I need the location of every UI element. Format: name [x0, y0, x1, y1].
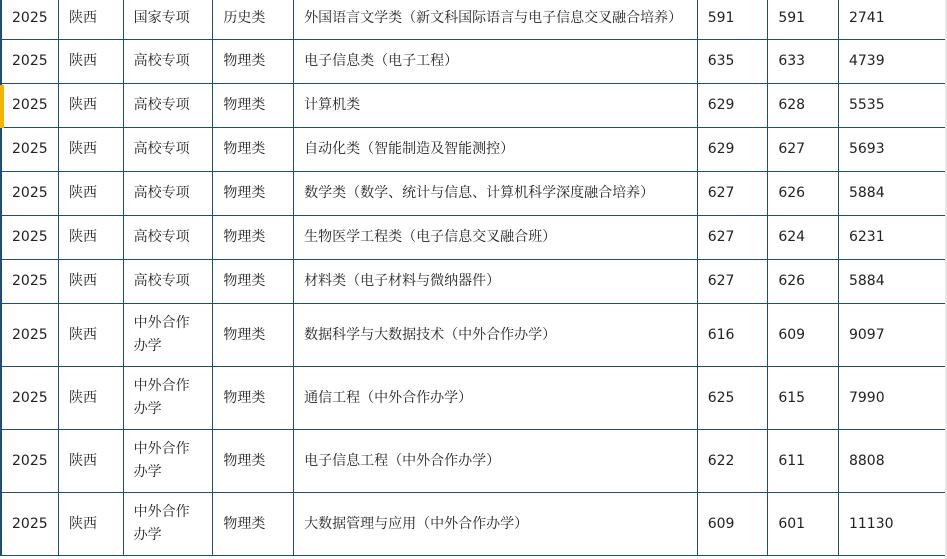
admission-type-cell: 高校专项 — [123, 172, 213, 216]
admission-type-cell: 国家专项 — [123, 0, 213, 40]
province-cell: 陕西 — [59, 0, 124, 40]
min-rank-cell: 8808 — [838, 430, 945, 493]
admission-type-cell: 高校专项 — [123, 260, 213, 304]
admission-type-cell: 中外合作办学 — [123, 430, 213, 493]
min-rank-cell: 4739 — [838, 40, 945, 84]
year-cell: 2025 — [1, 84, 59, 128]
table-row — [1, 0, 946, 40]
subject-category-cell: 物理类 — [213, 304, 294, 367]
year-cell: 2025 — [1, 304, 59, 367]
max-score-cell: 622 — [697, 430, 768, 493]
province-cell: 陕西 — [59, 128, 124, 172]
min-rank-cell: 5535 — [838, 84, 945, 128]
subject-category-cell: 物理类 — [213, 128, 294, 172]
min-score-cell: 624 — [768, 216, 839, 260]
province-cell: 陕西 — [59, 172, 124, 216]
min-score-cell: 615 — [768, 367, 839, 430]
year-cell: 2025 — [1, 430, 59, 493]
table-row — [1, 493, 946, 556]
province-cell: 陕西 — [59, 84, 124, 128]
subject-category-cell: 物理类 — [213, 430, 294, 493]
table-row — [1, 367, 946, 430]
province-cell: 陕西 — [59, 430, 124, 493]
subject-category-cell: 物理类 — [213, 260, 294, 304]
max-score-cell: 635 — [697, 40, 768, 84]
table-row — [1, 84, 946, 128]
table-row — [1, 260, 946, 304]
major-cell: 电子信息工程（中外合作办学） — [294, 430, 698, 493]
min-rank-cell: 7990 — [838, 367, 945, 430]
year-cell: 2025 — [1, 216, 59, 260]
subject-category-cell: 物理类 — [213, 40, 294, 84]
admission-type-cell: 高校专项 — [123, 216, 213, 260]
min-score-cell: 601 — [768, 493, 839, 556]
min-rank-cell: 5693 — [838, 128, 945, 172]
max-score-cell: 627 — [697, 172, 768, 216]
min-score-cell: 627 — [768, 128, 839, 172]
admission-type-cell: 高校专项 — [123, 84, 213, 128]
min-rank-cell: 6231 — [838, 216, 945, 260]
table-row — [1, 172, 946, 216]
subject-category-cell: 物理类 — [213, 84, 294, 128]
max-score-cell: 609 — [697, 493, 768, 556]
min-rank-cell: 9097 — [838, 304, 945, 367]
year-cell: 2025 — [1, 40, 59, 84]
year-cell: 2025 — [1, 367, 59, 430]
min-rank-cell: 11130 — [838, 493, 945, 556]
province-cell: 陕西 — [59, 260, 124, 304]
min-score-cell: 611 — [768, 430, 839, 493]
year-cell: 2025 — [1, 260, 59, 304]
max-score-cell: 627 — [697, 216, 768, 260]
subject-category-cell: 物理类 — [213, 216, 294, 260]
year-cell: 2025 — [1, 172, 59, 216]
min-score-cell: 628 — [768, 84, 839, 128]
min-rank-cell: 5884 — [838, 172, 945, 216]
major-cell: 自动化类（智能制造及智能测控） — [294, 128, 698, 172]
max-score-cell: 627 — [697, 260, 768, 304]
max-score-cell: 591 — [697, 0, 768, 40]
province-cell: 陕西 — [59, 40, 124, 84]
min-rank-cell: 5884 — [838, 260, 945, 304]
province-cell: 陕西 — [59, 216, 124, 260]
major-cell: 生物医学工程类（电子信息交叉融合班） — [294, 216, 698, 260]
min-rank-cell: 2741 — [838, 0, 945, 40]
min-score-cell: 633 — [768, 40, 839, 84]
table-row — [1, 128, 946, 172]
min-score-cell: 591 — [768, 0, 839, 40]
max-score-cell: 629 — [697, 128, 768, 172]
admission-type-cell: 高校专项 — [123, 40, 213, 84]
major-cell: 数据科学与大数据技术（中外合作办学） — [294, 304, 698, 367]
year-cell: 2025 — [1, 0, 59, 40]
admission-type-cell: 中外合作办学 — [123, 367, 213, 430]
table-row — [1, 40, 946, 84]
selection-accent-marker — [0, 85, 4, 128]
table-row — [1, 216, 946, 260]
max-score-cell: 625 — [697, 367, 768, 430]
major-cell: 大数据管理与应用（中外合作办学） — [294, 493, 698, 556]
admission-type-cell: 中外合作办学 — [123, 493, 213, 556]
subject-category-cell: 历史类 — [213, 0, 294, 40]
major-cell: 电子信息类（电子工程） — [294, 40, 698, 84]
max-score-cell: 616 — [697, 304, 768, 367]
admission-type-cell: 高校专项 — [123, 128, 213, 172]
major-cell: 通信工程（中外合作办学） — [294, 367, 698, 430]
table-body — [1, 0, 946, 556]
province-cell: 陕西 — [59, 304, 124, 367]
year-cell: 2025 — [1, 493, 59, 556]
admission-type-cell: 中外合作办学 — [123, 304, 213, 367]
year-cell: 2025 — [1, 128, 59, 172]
major-cell: 计算机类 — [294, 84, 698, 128]
min-score-cell: 626 — [768, 260, 839, 304]
province-cell: 陕西 — [59, 367, 124, 430]
province-cell: 陕西 — [59, 493, 124, 556]
major-cell: 数学类（数学、统计与信息、计算机科学深度融合培养） — [294, 172, 698, 216]
major-cell: 材料类（电子材料与微纳器件） — [294, 260, 698, 304]
table-row — [1, 430, 946, 493]
min-score-cell: 626 — [768, 172, 839, 216]
max-score-cell: 629 — [697, 84, 768, 128]
subject-category-cell: 物理类 — [213, 493, 294, 556]
subject-category-cell: 物理类 — [213, 172, 294, 216]
subject-category-cell: 物理类 — [213, 367, 294, 430]
min-score-cell: 609 — [768, 304, 839, 367]
major-cell: 外国语言文学类（新文科国际语言与电子信息交叉融合培养） — [294, 0, 698, 40]
table-row — [1, 304, 946, 367]
